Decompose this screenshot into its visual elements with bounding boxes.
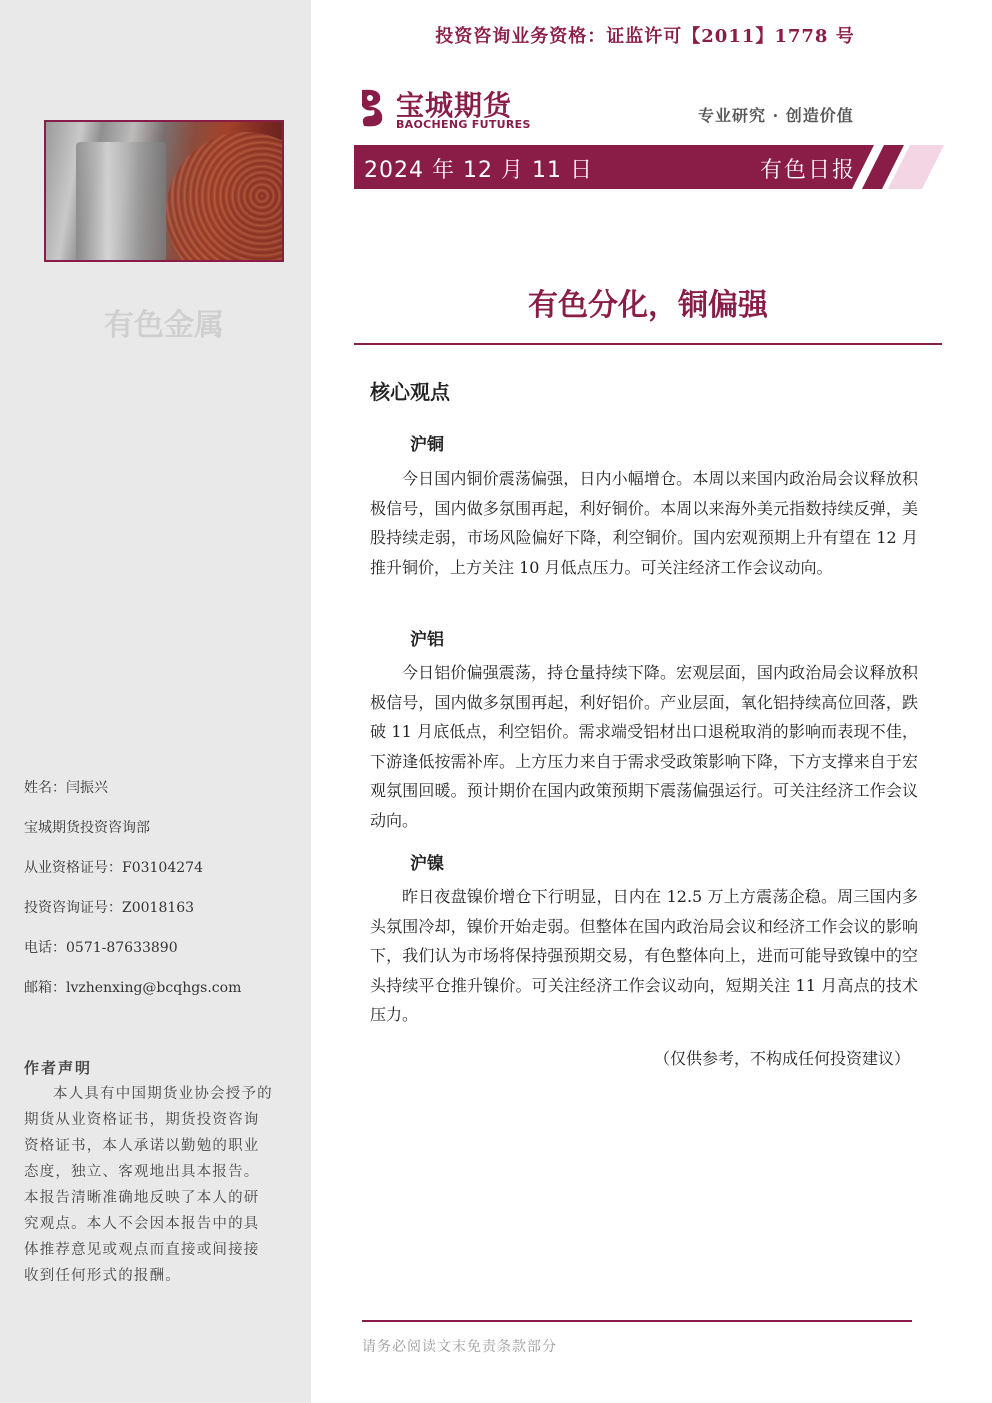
analyst-department: 宝城期货投资咨询部 [24,820,150,836]
photo-coil-shape [166,132,284,262]
analyst-phone: 电话：0571-87633890 [24,940,178,956]
qualification-number: 从业资格证号：F03104274 [24,860,203,876]
declaration-title: 作者声明 [24,1059,93,1077]
report-type: 有色日报 [760,158,857,183]
analyst-name: 姓名：闫振兴 [24,780,108,796]
analyst-contact [24,778,241,1018]
slogan: 专业研究 · 创造价值 [698,106,854,125]
metal-cover-photo [44,120,284,262]
consult-cert-number: 投资咨询证号：Z0018163 [24,900,195,916]
report-date: 2024 年 12 月 11 日 [364,158,593,183]
reference-note: （仅供参考，不构成任何投资建议） [653,1049,910,1068]
section-title-nickel: 沪镍 [410,854,444,874]
report-title: 有色分化，铜偏强 [528,288,768,323]
analyst-email[interactable]: 邮箱：lvzhenxing@bcqhgs.com [24,980,242,996]
company-logo-english: BAOCHENG FUTURES [396,118,531,131]
license-line: 投资咨询业务资格：证监许可【2011】1778 号 [435,26,855,47]
section-body-nickel: 昨日夜盘镍价增仓下行明显，日内在 12.5 万上方震荡企稳。周三国内多头氛围冷却，镍价开始走弱。但整体在国内政治局会议和经济工作会议的影响下，我们认为市场将保持强预期交易，有色整体向上，进而可能导致镍中的空头持续平仓推升镍价。可关注经济工作会议动向，短期关注 11 月高点的技术压力。 [370,887,918,1024]
section-body-aluminum: 今日铝价偏强震荡，持仓量持续下降。宏观层面，国内政治局会议释放积极信号，国内做多氛围再起，利好铝价。产业层面，氧化铝持续高位回落，跌破 11 月底低点，利空铝价。需求端受铝材出口退税取消的影响而表现不佳，下游逢低按需补库。上方压力来自于需求受政策影响下降，下方支撑来自于宏观氛围回暖。预计期价在国内政策预期下震荡偏强运行。可关注经济工作会议动向。 [370,663,918,830]
section-title-aluminum: 沪铝 [410,630,444,650]
section-body-copper: 今日国内铜价震荡偏强，日内小幅增仓。本周以来国内政治局会议释放积极信号，国内做多氛围再起，利好铜价。本周以来海外美元指数持续反弹，美股持续走弱，市场风险偏好下降，利空铜价。国内宏观预期上升有望在 12 月推升铜价，上方关注 10 月低点压力。可关注经济工作会议动向。 [370,469,918,577]
photo-cylinder-shape [76,142,166,262]
footer-divider [362,1320,912,1322]
declaration-body: 本人具有中国期货业协会授予的期货从业资格证书，期货投资咨询资格证书，本人承诺以勤勉的职业态度，独立、客观地出具本报告。本报告清晰准确地反映了本人的研究观点。本人不会因本报告中的具体推荐意见或观点而直接或间接接收到任何形式的报酬。 [24,1086,273,1284]
title-divider [354,343,942,345]
core-view-heading: 核心观点 [370,380,450,404]
footer-disclaimer-link[interactable]: 请务必阅读文末免责条款部分 [362,1339,557,1355]
company-logo-icon [356,86,392,130]
company-logo-text: 宝城期货 [396,89,513,122]
sector-label: 有色金属 [104,308,224,343]
section-title-copper: 沪铜 [410,435,444,455]
